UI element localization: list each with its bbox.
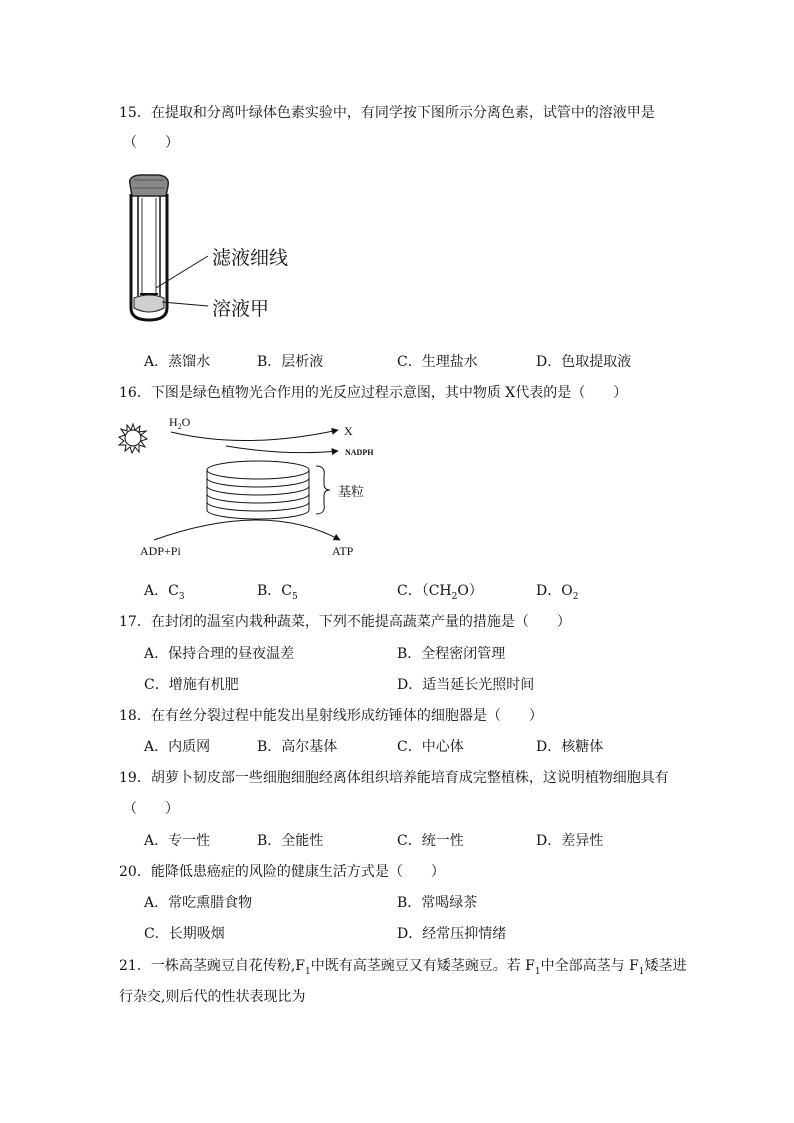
- label-x: X: [344, 424, 353, 438]
- q18-option-c[interactable]: C．中心体: [397, 739, 464, 755]
- q16-option-b[interactable]: B．$C_5$: [257, 583, 298, 602]
- q16-option-d[interactable]: D．$O_2$: [536, 583, 579, 602]
- q19-option-d[interactable]: D．差异性: [536, 833, 604, 849]
- q15-answer-paren: （ ）: [123, 135, 179, 151]
- q18-option-d[interactable]: D．核糖体: [536, 739, 604, 755]
- q18-option-b[interactable]: B．高尔基体: [257, 739, 338, 755]
- label-solution-jia: 溶液甲: [212, 298, 270, 320]
- leader-line-solution: [162, 302, 208, 306]
- label-nadph: NADPH: [345, 448, 374, 457]
- label-atp: ATP: [332, 544, 354, 558]
- q19-option-c[interactable]: C．统一性: [397, 833, 464, 849]
- q15-stem: 15．在提取和分离叶绿体色素实验中，有同学按下图所示分离色素，试管中的溶液甲是: [119, 105, 655, 121]
- sun-icon: [119, 424, 147, 453]
- filter-paper-strip: [142, 198, 156, 302]
- label-grana: 基粒: [338, 485, 365, 500]
- test-tube-figure: [118, 170, 318, 330]
- leader-line-filtrate: [156, 256, 208, 288]
- label-h2o: $H_2O$: [169, 415, 191, 431]
- light-reaction-figure: [116, 410, 416, 570]
- label-adp-pi: ADP+Pi: [140, 544, 181, 558]
- q15-option-d[interactable]: D．色取提取液: [536, 354, 632, 370]
- q16-stem: 16．下图是绿色植物光合作用的光反应过程示意图，其中物质 X代表的是（ ）: [119, 385, 628, 401]
- q17-option-c[interactable]: C．增施有机肥: [144, 677, 239, 693]
- q17-option-d[interactable]: D．适当延长光照时间: [397, 677, 535, 693]
- q16-option-c[interactable]: C．$(CH_2O)$: [397, 583, 483, 602]
- q20-option-c[interactable]: C．长期吸烟: [144, 926, 225, 942]
- q19-stem: 19．胡萝卜韧皮部一些细胞细胞经离体组织培养能培育成完整植株，这说明植物细胞具有: [119, 770, 669, 786]
- q21-stem-line1: 21．一株高茎豌豆自花传粉$,F_1$中既有高茎豌豆又有矮茎豌豆。若 $F_1$中全部高茎与 $F_1$矮茎进: [119, 958, 687, 977]
- grana-brace: [316, 466, 330, 514]
- q21-stem-line2: 行杂交,则后代的性状表现比为: [119, 989, 306, 1005]
- q20-option-d[interactable]: D．经常压抑情绪: [397, 926, 507, 942]
- arrow-to-atp: [154, 520, 340, 540]
- q18-stem: 18．在有丝分裂过程中能发出星射线形成纺锤体的细胞器是（ ）: [119, 708, 543, 724]
- q19-option-b[interactable]: B．全能性: [257, 833, 324, 849]
- q17-option-b[interactable]: B．全程密闭管理: [397, 646, 506, 662]
- q15-option-c[interactable]: C．生理盐水: [397, 354, 478, 370]
- q17-stem: 17．在封闭的温室内栽种蔬菜，下列不能提高蔬菜产量的措施是（ ）: [119, 614, 571, 630]
- label-filtrate-line: 滤液细线: [212, 247, 289, 269]
- q20-option-b[interactable]: B．常喝绿茶: [397, 895, 478, 911]
- q20-stem: 20．能降低患癌症的风险的健康生活方式是（ ）: [119, 864, 445, 880]
- q19-answer-paren: （ ）: [123, 801, 179, 817]
- q20-option-a[interactable]: A．常吃熏腊食物: [144, 895, 253, 911]
- q15-option-b[interactable]: B．层析液: [257, 354, 324, 370]
- q16-option-a[interactable]: A．$C_3$: [144, 583, 185, 602]
- grana-stack: [207, 461, 309, 519]
- q15-option-a[interactable]: A．蒸馏水: [144, 354, 211, 370]
- arrow-to-nadph: [226, 446, 338, 453]
- q18-option-a[interactable]: A．内质网: [144, 739, 211, 755]
- tube-cork: [130, 175, 169, 196]
- solution-in-tube: [134, 295, 164, 312]
- q17-option-a[interactable]: A．保持合理的昼夜温差: [144, 646, 295, 662]
- q19-option-a[interactable]: A．专一性: [144, 833, 211, 849]
- arrow-to-x: [171, 430, 338, 441]
- tube-inner-wall: [138, 196, 160, 306]
